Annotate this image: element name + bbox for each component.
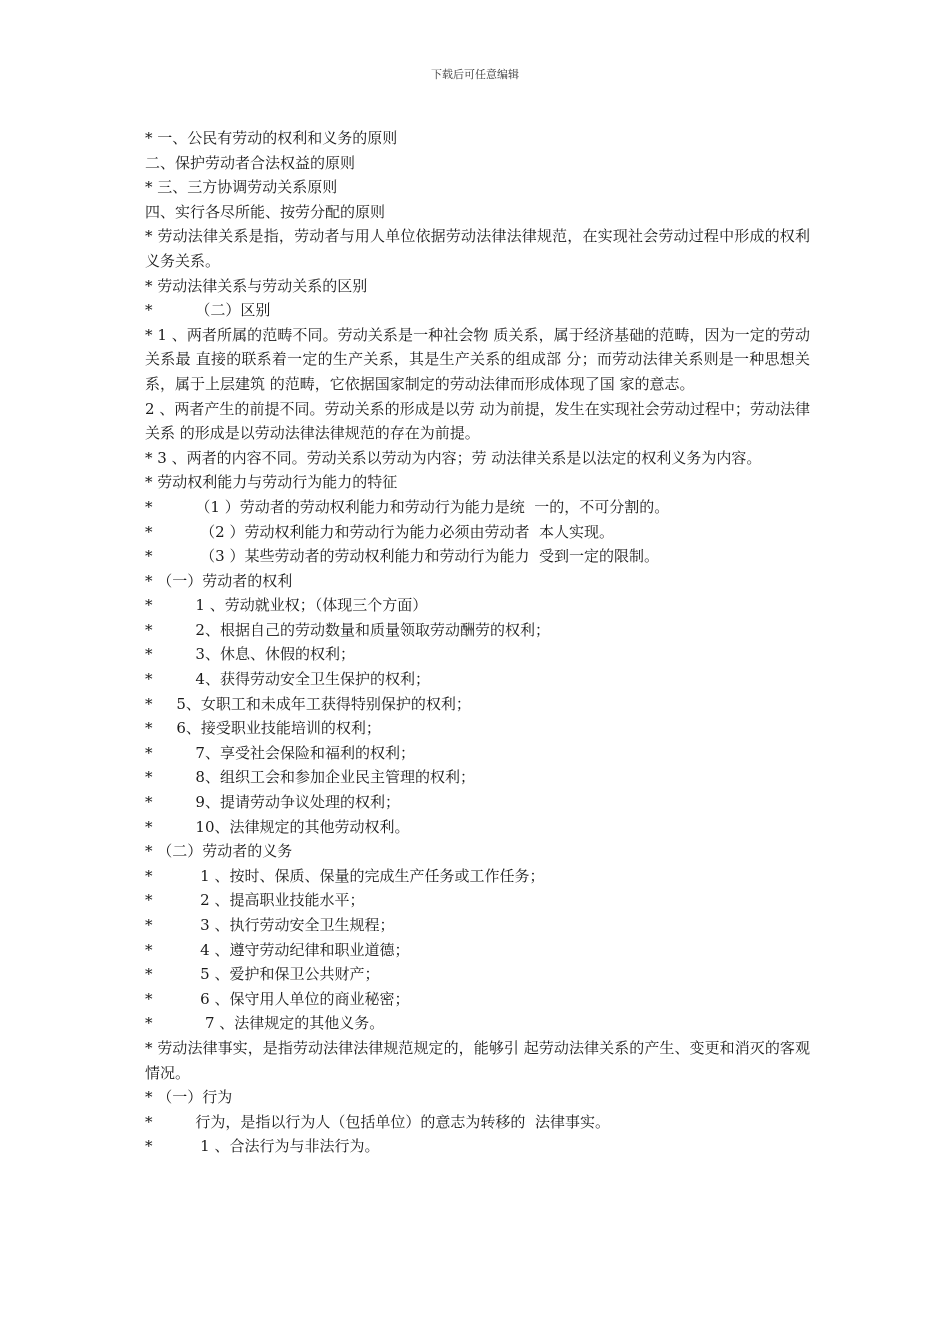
line-right-6: * 6、接受职业技能培训的权利； (145, 719, 381, 738)
line-capacity-3: * （3 ）某些劳动者的劳动权利能力和劳动行为能力 受到一定的限制。 (145, 547, 660, 566)
paragraph-difference-2: 2 、两者产生的前提不同。劳动关系的形成是以劳 动为前提，发生在实现社会劳动过程中；劳动法律关系 的形成是以劳动法律法律规范的存在为前提。 (145, 399, 810, 443)
line-behavior-definition: * 行为，是指以行为人（包括单位）的意志为转移的 法律事实。 (145, 1112, 610, 1131)
paragraph-legal-relation-definition: * 劳动法律关系是指，劳动者与用人单位依据劳动法律法律规范，在实现社会劳动过程中形成的权利义务关系。 (145, 227, 810, 270)
line-behavior-1: * 1 、合法行为与非法行为。 (145, 1137, 380, 1156)
line-right-1: * 1 、劳动就业权；（体现三个方面） (145, 596, 428, 615)
line-right-10: * 10、法律规定的其他劳动权利。 (145, 817, 410, 836)
line-right-7: * 7、享受社会保险和福利的权利； (145, 743, 415, 762)
line-right-4: * 4、获得劳动安全卫生保护的权利； (145, 670, 430, 689)
line-duty-5: * 5 、爱护和保卫公共财产； (145, 965, 380, 984)
line-relation-difference-heading: * 劳动法律关系与劳动关系的区别 (145, 276, 368, 295)
line-principle-2: 二、保护劳动者合法权益的原则 (145, 153, 356, 172)
line-right-9: * 9、提请劳动争议处理的权利； (145, 793, 400, 812)
line-right-8: * 8、组织工会和参加企业民主管理的权利； (145, 768, 475, 787)
line-duty-6: * 6 、保守用人单位的商业秘密； (145, 989, 410, 1008)
line-duties-heading: * （二）劳动者的义务 (145, 842, 293, 861)
line-capacity-2: * （2 ）劳动权利能力和劳动行为能力必须由劳动者 本人实现。 (145, 522, 615, 541)
paragraph-legal-fact-definition: * 劳动法律事实，是指劳动法律法律规范规定的，能够引 起劳动法律关系的产生、变更和消灭的客观情况。 (145, 1038, 810, 1082)
line-principle-1: * 一、公民有劳动的权利和义务的原则 (145, 129, 398, 147)
line-duty-1: * 1 、按时、保质、保量的完成生产任务或工作任务； (145, 866, 545, 885)
line-capacity-1: * （1 ）劳动者的劳动权利能力和劳动行为能力是统 一的，不可分割的。 (145, 497, 670, 516)
line-behavior-heading: * （一）行为 (145, 1088, 233, 1107)
line-right-5: * 5、女职工和未成年工获得特别保护的权利； (145, 694, 471, 713)
line-duty-3: * 3 、执行劳动安全卫生规程； (145, 916, 395, 934)
line-right-3: * 3、休息、休假的权利； (145, 645, 355, 664)
line-right-2: * 2、根据自己的劳动数量和质量领取劳动酬劳的权利； (145, 620, 550, 639)
paragraph-difference-1: * 1 、两者所属的范畴不同。劳动关系是一种社会物 质关系，属于经济基础的范畴，因为一定的劳动关系最 直接的联系着一定的生产关系，其是生产关系的组成部 分；而劳动法律关系则是一种思想关系，属于上层建筑 的范畴，它依据国家制定的劳动法律而形成体现了国 家的意志。 (145, 325, 810, 393)
line-principle-3: * 三、三方协调劳动关系原则 (145, 178, 338, 197)
line-duty-7: * 7 、法律规定的其他义务。 (145, 1014, 385, 1033)
page-header: 下载后可任意编辑 (431, 68, 519, 81)
line-principle-4: 四、实行各尽所能、按劳分配的原则 (145, 202, 386, 221)
line-capacity-heading: * 劳动权利能力与劳动行为能力的特征 (145, 473, 398, 492)
line-duty-2: * 2 、提高职业技能水平； (145, 891, 365, 910)
document-body (145, 126, 810, 1159)
line-difference-subheading: * （二）区别 (145, 301, 271, 320)
line-rights-heading: * （一）劳动者的权利 (145, 571, 293, 590)
paragraph-difference-3: * 3 、两者的内容不同。劳动关系以劳动为内容；劳 动法律关系是以法定的权利义务为内容。 (145, 448, 762, 467)
line-duty-4: * 4 、遵守劳动纪律和职业道德； (145, 940, 410, 959)
